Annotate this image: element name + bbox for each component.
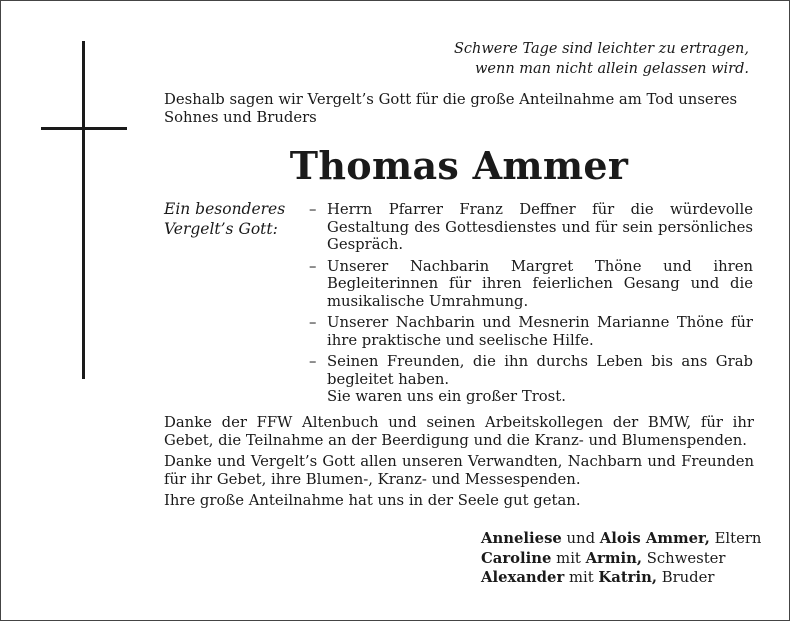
list-item — [309, 258, 753, 311]
signature-name: Alexander — [481, 569, 565, 586]
motto-quote — [389, 39, 749, 79]
special-thanks-label — [164, 199, 314, 239]
special-thanks-label-line: Vergelt’s Gott: — [164, 220, 278, 238]
signature-line — [481, 568, 771, 588]
signature-name: Katrin, — [598, 569, 657, 586]
dash-bullet: – — [309, 314, 317, 331]
signature-name: Anneliese — [481, 530, 562, 547]
dash-bullet: – — [309, 201, 317, 218]
motto-line: wenn man nicht allein gelassen wird. — [474, 61, 749, 77]
signature-relation: Schwester — [642, 549, 726, 567]
signature-conjunction: und — [561, 530, 600, 547]
signature-conjunction: mit — [551, 549, 586, 567]
list-item-text-main: Seinen Freunden, die ihn durchs Leben bis ans Grab begleitet haben. — [327, 353, 753, 388]
list-item-text: Unserer Nachbarin und Mesnerin Marianne Thöne für ihre praktische und seelische Hilfe. — [327, 314, 753, 349]
list-item-text: Herrn Pfarrer Franz Deffner für die würdevolle Gestaltung des Gottesdienstes und für sein persönliches Gespräch. — [327, 201, 753, 253]
special-thanks-label-line: Ein besonderes — [164, 200, 286, 218]
signature-name: Alois Ammer, — [599, 530, 710, 547]
paragraph: Danke der FFW Altenbuch und seinen Arbeitskollegen der BMW, für ihr Gebet, die Teilnahme an der Beerdigung und die Kranz- und Blumenspenden. — [164, 414, 754, 449]
list-item — [309, 314, 753, 349]
signature-relation: Bruder — [657, 569, 715, 586]
family-signatures — [481, 529, 771, 588]
signature-conjunction: mit — [564, 569, 599, 586]
deceased-name: Thomas Ammer — [289, 143, 629, 188]
motto-line: Schwere Tage sind leichter zu ertragen, — [453, 41, 749, 57]
cross-icon-crossbar — [41, 127, 127, 130]
cross-icon — [82, 41, 85, 379]
dash-bullet: – — [309, 257, 317, 275]
special-thanks-list — [309, 201, 753, 406]
signature-line — [481, 529, 771, 549]
list-item-text: Unserer Nachbarin Margret Thöne und ihren Begleiterinnen für ihren feierlichen Gesang und die musikalische Umrahmung. — [327, 257, 753, 310]
paragraph: Danke und Vergelt’s Gott allen unseren Verwandten, Nachbarn und Freunden für ihr Gebet, ihre Blumen-, Kranz- und Messespenden. — [164, 453, 754, 488]
list-item-text — [327, 353, 753, 406]
signature-line — [481, 549, 771, 569]
intro-text: Deshalb sagen wir Vergelt’s Gott für die große Anteilnahme am Tod unseres Sohnes und Bruders — [164, 91, 738, 126]
thanks-closing: Sie waren uns ein großer Trost. — [327, 388, 566, 405]
signature-name: Caroline — [481, 549, 552, 567]
signature-name: Armin, — [585, 549, 643, 567]
thanks-paragraphs — [164, 414, 754, 514]
list-item — [309, 201, 753, 254]
signature-relation: Eltern — [709, 530, 762, 547]
paragraph: Ihre große Anteilnahme hat uns in der Seele gut getan. — [164, 492, 581, 509]
dash-bullet: – — [309, 353, 317, 370]
list-item — [309, 353, 753, 406]
